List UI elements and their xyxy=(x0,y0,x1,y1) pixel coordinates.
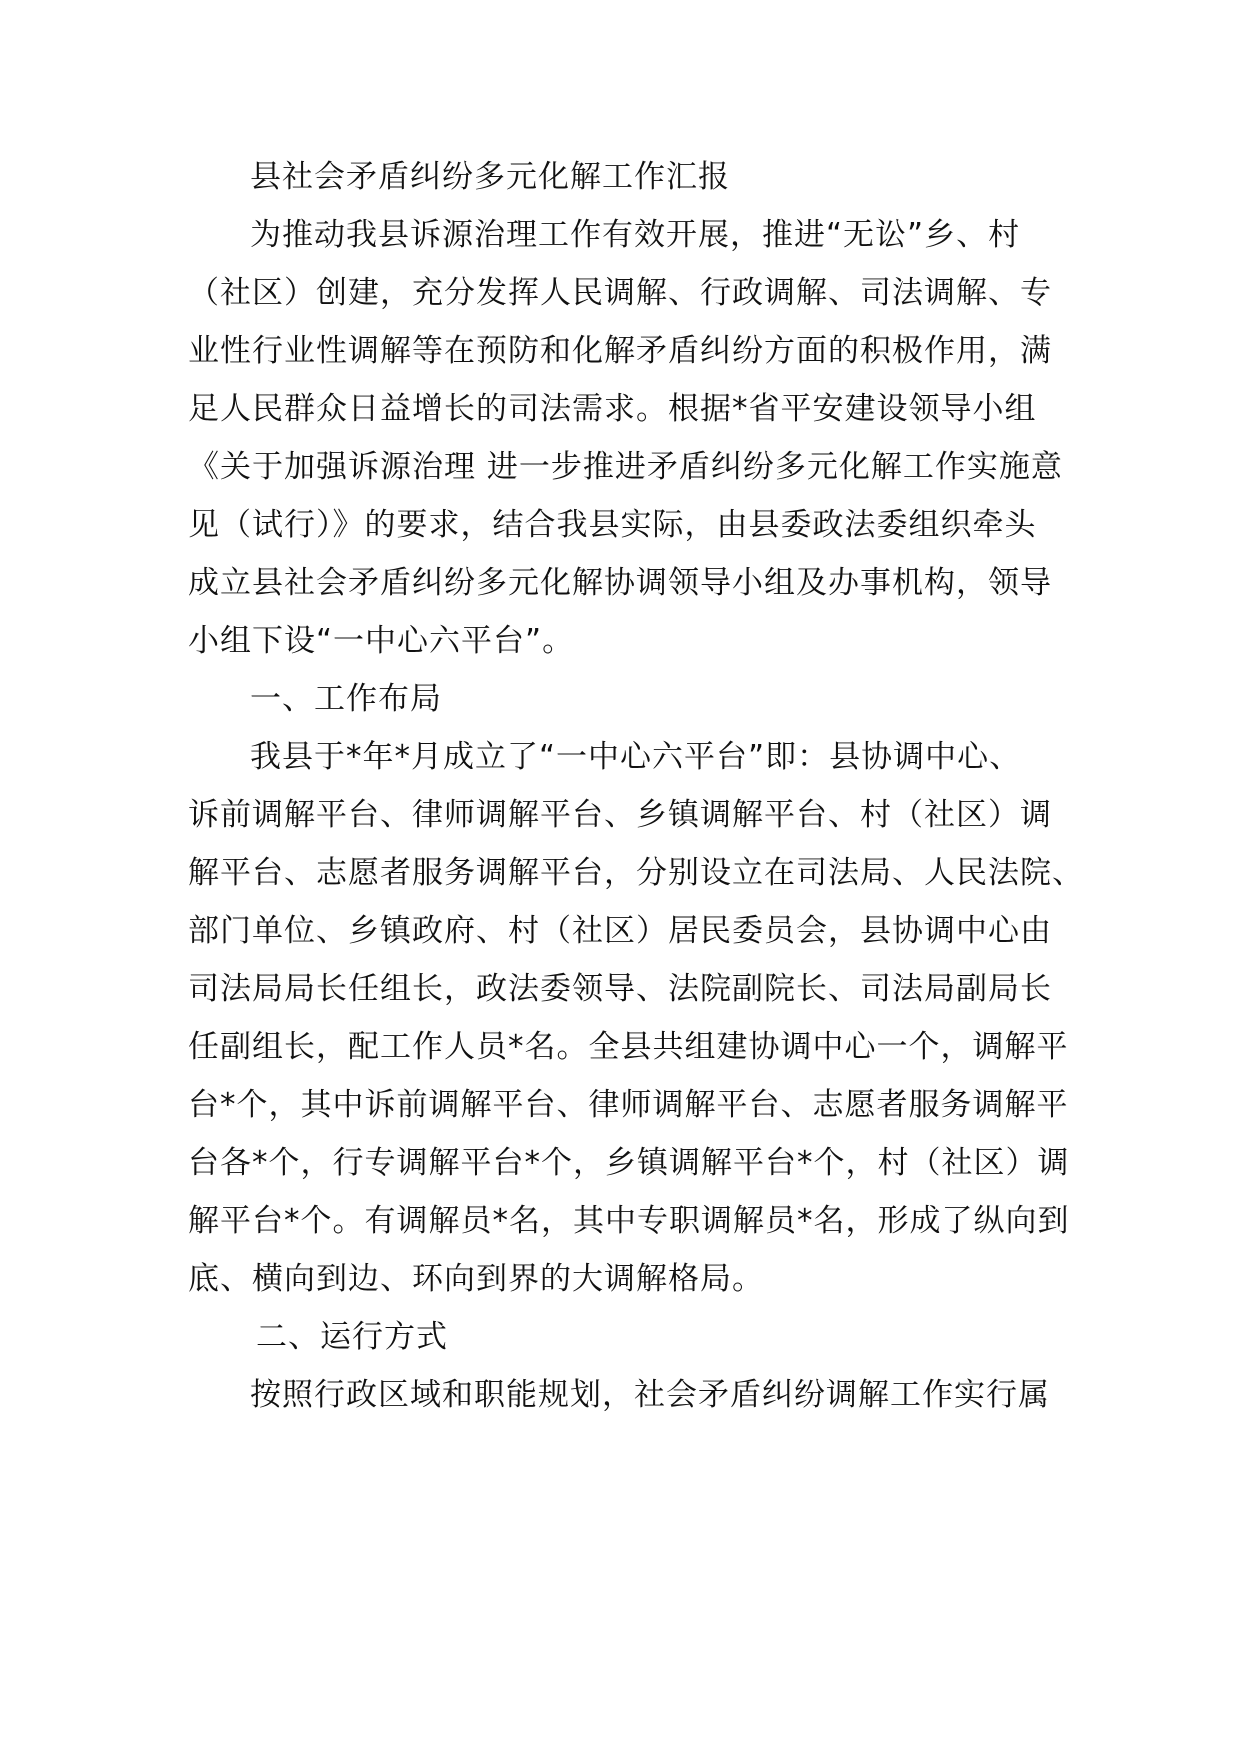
intro-line-1: 为推动我县诉源治理工作有效开展，推进“无讼”乡、村 xyxy=(250,217,1021,253)
section1-line-2: 诉前调解平台、律师调解平台、乡镇调解平台、村（社区）调 xyxy=(188,797,1052,833)
intro-line-5: 《关于加强诉源治理 进一步推进矛盾纠纷多元化解工作实施意 xyxy=(188,449,1063,485)
intro-line-4: 足人民群众日益增长的司法需求。根据*省平安建设领导小组 xyxy=(188,391,1037,427)
section1-line-3: 解平台、志愿者服务调解平台，分别设立在司法局、人民法院、 xyxy=(188,855,1084,891)
document-title: 县社会矛盾纠纷多元化解工作汇报 xyxy=(250,159,730,195)
section2-heading: 二、运行方式 xyxy=(256,1319,448,1355)
intro-line-3: 业性行业性调解等在预防和化解矛盾纠纷方面的积极作用，满 xyxy=(188,333,1052,369)
section1-line-9: 解平台*个。有调解员*名，其中专职调解员*名，形成了纵向到 xyxy=(188,1203,1070,1239)
section1-line-1: 我县于*年*月成立了“一中心六平台”即：县协调中心、 xyxy=(250,739,1022,775)
intro-line-6: 见（试行）》的要求，结合我县实际，由县委政法委组织牵头 xyxy=(188,507,1037,543)
intro-line-8: 小组下设“一中心六平台”。 xyxy=(188,623,575,659)
section1-line-6: 任副组长，配工作人员*名。全县共组建协调中心一个，调解平 xyxy=(188,1029,1069,1065)
section1-line-7: 台*个，其中诉前调解平台、律师调解平台、志愿者服务调解平 xyxy=(188,1087,1069,1123)
intro-line-2: （社区）创建，充分发挥人民调解、行政调解、司法调解、专 xyxy=(188,275,1052,311)
section2-line-1: 按照行政区域和职能规划，社会矛盾纠纷调解工作实行属 xyxy=(250,1377,1050,1413)
section1-line-10: 底、横向到边、环向到界的大调解格局。 xyxy=(188,1261,764,1297)
section1-heading: 一、工作布局 xyxy=(250,681,442,717)
section1-line-5: 司法局局长任组长，政法委领导、法院副院长、司法局副局长 xyxy=(188,971,1052,1007)
section1-line-4: 部门单位、乡镇政府、村（社区）居民委员会，县协调中心由 xyxy=(188,913,1052,949)
section1-line-8: 台各*个，行专调解平台*个，乡镇调解平台*个，村（社区）调 xyxy=(188,1145,1070,1181)
intro-line-7: 成立县社会矛盾纠纷多元化解协调领导小组及办事机构，领导 xyxy=(188,565,1052,601)
